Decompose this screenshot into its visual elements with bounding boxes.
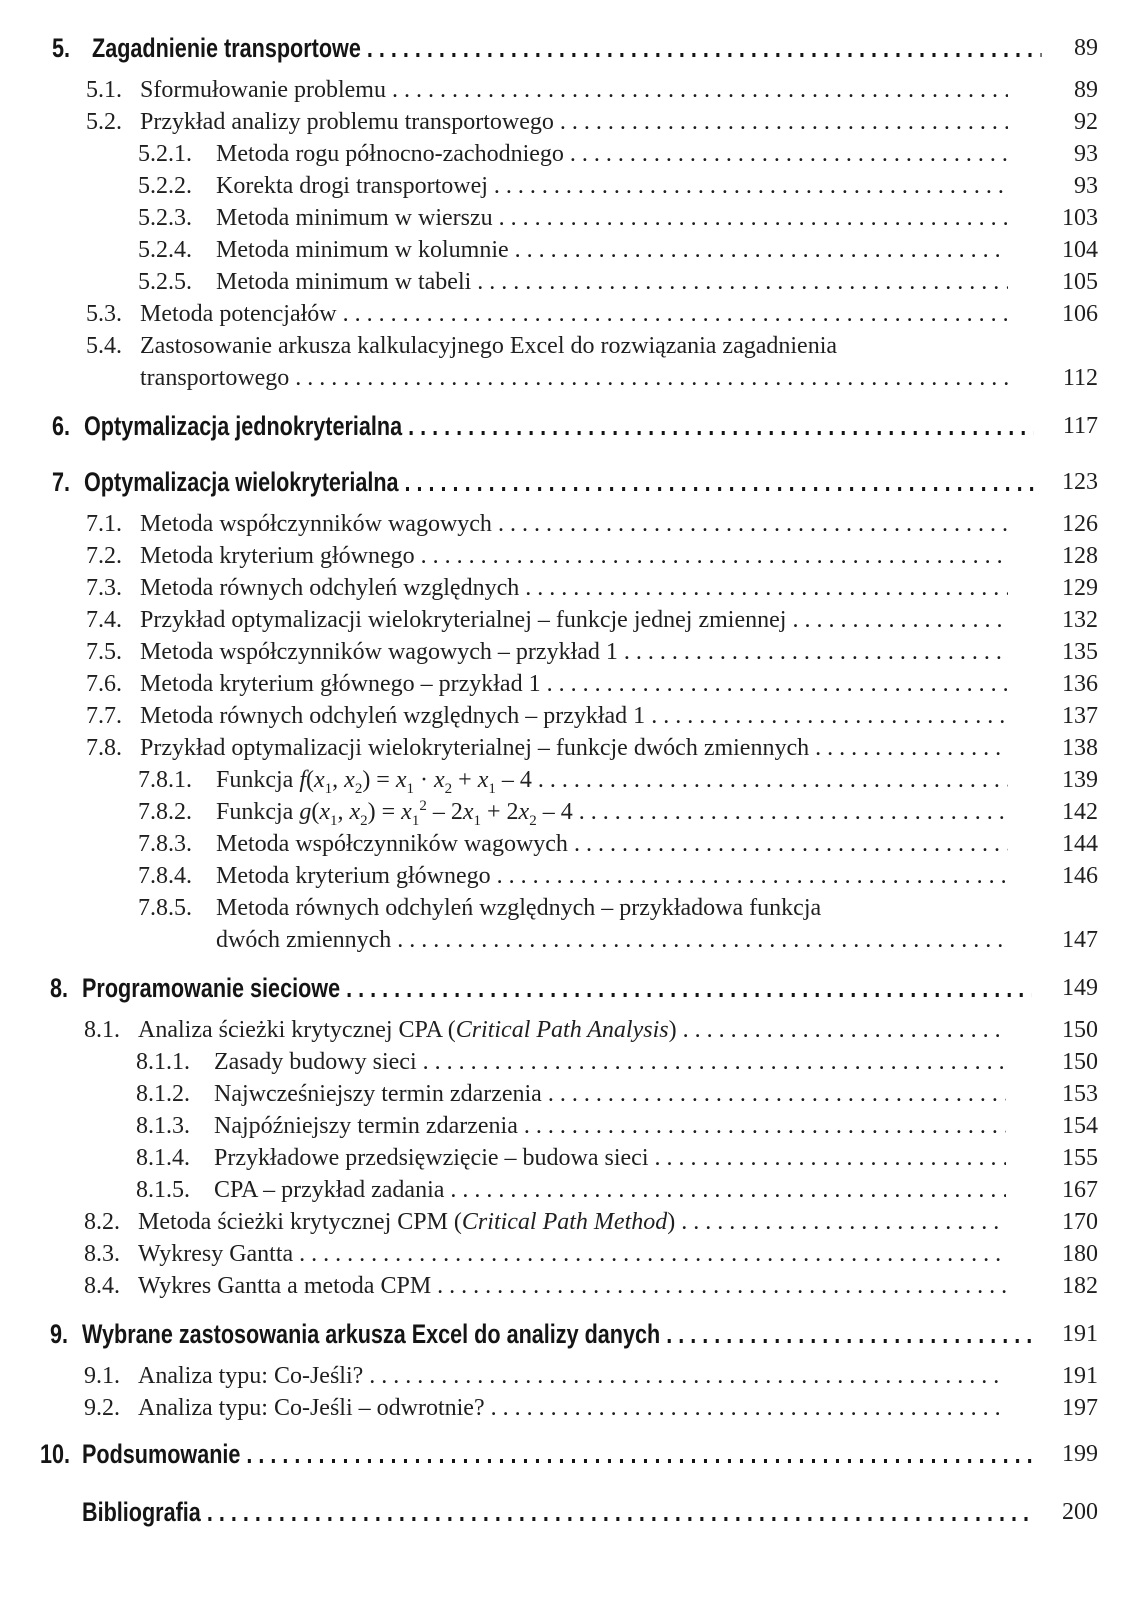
toc-title: Zasady budowy sieci . . . (214, 1044, 1006, 1080)
toc-title: Korekta drogi transportowej . . . (216, 168, 1008, 204)
toc-title: CPA – przykład zadania . . . (214, 1172, 1006, 1208)
toc-page: 117 (1062, 413, 1098, 439)
toc-number: 7.6. (86, 671, 122, 697)
toc-entry-7-2 (0, 538, 1134, 574)
toc-entry-5-2-5 (0, 264, 1134, 300)
toc-entry-5-4-line2 (0, 360, 1134, 396)
toc-page: 105 (1062, 269, 1098, 295)
toc-chapter-10 (0, 1436, 1134, 1472)
toc-number: 5.3. (86, 301, 122, 327)
toc-number: 8.1.2. (136, 1081, 190, 1107)
toc-number: 5.2.5. (138, 269, 192, 295)
toc-bibliography (0, 1494, 1134, 1530)
toc-page: 149 (1062, 975, 1098, 1001)
toc-page: 123 (1062, 469, 1098, 495)
toc-page: 89 (1074, 77, 1098, 103)
toc-number: 7.8.4. (138, 863, 192, 889)
toc-entry-7-8-5-line2 (0, 922, 1134, 958)
toc-page: 129 (1062, 575, 1098, 601)
toc-number: 8.1.3. (136, 1113, 190, 1139)
toc-page: 155 (1062, 1145, 1098, 1171)
toc-title: Najpóźniejszy termin zdarzenia . . . (214, 1108, 1006, 1144)
toc-title: Metoda potencjałów . . . (140, 296, 1008, 332)
toc-page: 170 (1062, 1209, 1098, 1235)
toc-title: Zagadnienie transportowe . . . (92, 30, 1042, 66)
toc-page: 103 (1062, 205, 1098, 231)
toc-page: 180 (1062, 1241, 1098, 1267)
toc-entry-5-2 (0, 104, 1134, 140)
toc-page: 200 (1062, 1499, 1098, 1525)
toc-title: Wykres Gantta a metoda CPM . . . (138, 1268, 1006, 1304)
toc-number: 9.2. (84, 1395, 120, 1421)
toc-entry-8-1-3 (0, 1108, 1134, 1144)
toc-title: Wybrane zastosowania arkusza Excel do analizy danych . . . (82, 1316, 1032, 1352)
toc-chapter-5 (0, 30, 1134, 66)
toc-page: 142 (1062, 799, 1098, 825)
toc-title-text: Metoda ścieżki krytycznej CPM ( (138, 1209, 462, 1235)
toc-title: Analiza typu: Co-Jeśli? . . . (138, 1358, 1006, 1394)
toc-title: Funkcja $g(x_1$, $x_2) = x_1^2 - 2x_1 + 2x_2 - 4$ . . . (216, 794, 1008, 830)
formula-f: f (299, 767, 306, 793)
toc-title: Metoda kryterium głównego . . . (216, 858, 1008, 894)
toc-entry-9-2 (0, 1390, 1134, 1426)
toc-entry-5-2-2 (0, 168, 1134, 204)
toc-title: dwóch zmiennych . . . (216, 922, 1008, 958)
toc-title: Optymalizacja wielokryterialna . . . (84, 464, 1034, 500)
toc-page: 167 (1062, 1177, 1098, 1203)
toc-entry-5-2-1 (0, 136, 1134, 172)
toc-chapter-7 (0, 464, 1134, 500)
toc-entry-7-5 (0, 634, 1134, 670)
formula-g: g (299, 799, 312, 825)
toc-page: 182 (1062, 1273, 1098, 1299)
toc-title: Programowanie sieciowe . . . (82, 970, 1032, 1006)
toc-title: Metoda równych odchyleń względnych – przykład 1 . . . (140, 698, 1008, 734)
toc-entry-8-1-4 (0, 1140, 1134, 1176)
toc-entry-7-1 (0, 506, 1134, 542)
toc-entry-8-4 (0, 1268, 1134, 1304)
toc-number: 7.8.1. (138, 767, 192, 793)
toc-entry-5-2-4 (0, 232, 1134, 268)
toc-title: Podsumowanie . . . (82, 1436, 1032, 1472)
toc-title: Przykład optymalizacji wielokryterialnej – funkcje dwóch zmiennych . . . (140, 730, 1008, 766)
toc-number: 8.4. (84, 1273, 120, 1299)
toc-number: 7.8.5. (138, 895, 192, 921)
toc-page: 92 (1074, 109, 1098, 135)
toc-number: 7.7. (86, 703, 122, 729)
toc-chapter-6 (0, 408, 1134, 444)
toc-entry-7-8 (0, 730, 1134, 766)
toc-entry-5-4-line1 (0, 328, 1134, 364)
toc-entry-7-3 (0, 570, 1134, 606)
toc-number: 7.8. (86, 735, 122, 761)
toc-entry-5-1 (0, 72, 1134, 108)
toc-page: 93 (1074, 141, 1098, 167)
toc-number: 8.1.4. (136, 1145, 190, 1171)
toc-number: 5.2.1. (138, 141, 192, 167)
toc-title (138, 1204, 1006, 1240)
toc-title: Najwcześniejszy termin zdarzenia . . . (214, 1076, 1006, 1112)
toc-title: Metoda równych odchyleń względnych . . . (140, 570, 1008, 606)
toc-number: 6. (52, 411, 71, 441)
toc-title-end: ) (668, 1017, 677, 1043)
toc-number: 5.4. (86, 333, 122, 359)
toc-title-english: Critical Path Method (461, 1209, 668, 1235)
toc-number: 7.3. (86, 575, 122, 601)
toc-entry-8-1-5 (0, 1172, 1134, 1208)
toc-title: Bibliografia . . . (82, 1494, 1032, 1530)
toc-number: 8.1.1. (136, 1049, 190, 1075)
toc-entry-7-7 (0, 698, 1134, 734)
toc-title: Wykresy Gantta . . . (138, 1236, 1006, 1272)
toc-page: 139 (1062, 767, 1098, 793)
toc-page: 106 (1062, 301, 1098, 327)
toc-title-end: ) (667, 1209, 676, 1235)
toc-number: 5.2.3. (138, 205, 192, 231)
toc-number: 8.2. (84, 1209, 120, 1235)
toc-entry-5-2-3 (0, 200, 1134, 236)
toc-number: 5.2.2. (138, 173, 192, 199)
toc-page: 153 (1062, 1081, 1098, 1107)
toc-title: Metoda rogu północno-zachodniego . . . (216, 136, 1008, 172)
toc-title: Sformułowanie problemu . . . (140, 72, 1008, 108)
toc-number: 5.2.4. (138, 237, 192, 263)
toc-title: Analiza typu: Co-Jeśli – odwrotnie? . . . (138, 1390, 1006, 1426)
toc-page: 191 (1062, 1321, 1098, 1347)
toc-title: transportowego . . . (140, 360, 1008, 396)
toc-title: Metoda minimum w wierszu . . . (216, 200, 1008, 236)
toc-number: 9. (50, 1319, 69, 1349)
toc-title: Metoda współczynników wagowych . . . (216, 826, 1008, 862)
toc-chapter-9 (0, 1316, 1134, 1352)
toc-entry-7-8-5-line1 (0, 890, 1134, 926)
toc-page: 93 (1074, 173, 1098, 199)
toc-page: 137 (1062, 703, 1098, 729)
toc-page: 147 (1062, 927, 1098, 953)
toc-title: Metoda kryterium głównego . . . (140, 538, 1008, 574)
toc-number: 8.1. (84, 1017, 120, 1043)
toc-title: Metoda minimum w tabeli . . . (216, 264, 1008, 300)
toc-number: 8.1.5. (136, 1177, 190, 1203)
toc-entry-8-2 (0, 1204, 1134, 1240)
toc-page: 154 (1062, 1113, 1098, 1139)
toc-entry-8-1 (0, 1012, 1134, 1048)
toc-number: 7. (52, 467, 71, 497)
toc-number: 7.1. (86, 511, 122, 537)
toc-page: 199 (1062, 1441, 1098, 1467)
toc-number: 5.2. (86, 109, 122, 135)
toc-page: 150 (1062, 1017, 1098, 1043)
toc-number: 7.4. (86, 607, 122, 633)
toc-title: Metoda minimum w kolumnie . . . (216, 232, 1008, 268)
toc-number: 7.2. (86, 543, 122, 569)
toc-title: Metoda współczynników wagowych . . . (140, 506, 1008, 542)
toc-title: Metoda kryterium głównego – przykład 1 . . . (140, 666, 1008, 702)
toc-entry-7-8-2 (0, 794, 1134, 830)
toc-page: 89 (1074, 35, 1098, 61)
toc-entry-7-4 (0, 602, 1134, 638)
toc-number: 9.1. (84, 1363, 120, 1389)
toc-number: 8. (50, 973, 69, 1003)
toc-chapter-8 (0, 970, 1134, 1006)
toc-page: 191 (1062, 1363, 1098, 1389)
toc-page: 146 (1062, 863, 1098, 889)
toc-page: 135 (1062, 639, 1098, 665)
toc-title-english: Critical Path Analysis (455, 1017, 669, 1043)
toc-title (138, 1012, 1006, 1048)
toc-title: Przykład optymalizacji wielokryterialnej – funkcje jednej zmiennej . . . (140, 602, 1008, 638)
toc-title: Metoda współczynników wagowych – przykład 1 . . . (140, 634, 1008, 670)
toc-title-prefix: Funkcja (216, 767, 294, 793)
toc-page: 128 (1062, 543, 1098, 569)
toc-number: 8.3. (84, 1241, 120, 1267)
toc-title: Przykładowe przedsięwzięcie – budowa sieci . . . (214, 1140, 1006, 1176)
toc-entry-7-6 (0, 666, 1134, 702)
toc-entry-8-1-1 (0, 1044, 1134, 1080)
toc-title-text: Analiza ścieżki krytycznej CPA ( (138, 1017, 456, 1043)
toc-entry-7-8-1 (0, 762, 1134, 798)
toc-title-prefix: Funkcja (216, 799, 294, 825)
toc-number: 7.5. (86, 639, 122, 665)
toc-page: 150 (1062, 1049, 1098, 1075)
toc-number: 5. (52, 33, 71, 63)
toc-entry-7-8-3 (0, 826, 1134, 862)
toc-page: 126 (1062, 511, 1098, 537)
toc-number: 7.8.3. (138, 831, 192, 857)
toc-page: 132 (1062, 607, 1098, 633)
toc-entry-7-8-4 (0, 858, 1134, 894)
toc-title: Zastosowanie arkusza kalkulacyjnego Excel do rozwiązania zagadnienia (140, 333, 838, 359)
toc-page: 112 (1062, 365, 1098, 391)
toc-number: 7.8.2. (138, 799, 192, 825)
toc-number: 10. (40, 1439, 71, 1469)
toc-page: 104 (1062, 237, 1098, 263)
toc-title: Metoda równych odchyleń względnych – przykładowa funkcja (216, 895, 822, 921)
toc-title: Przykład analizy problemu transportowego . . . (140, 104, 1008, 140)
toc-page: 138 (1062, 735, 1098, 761)
toc-entry-8-3 (0, 1236, 1134, 1272)
toc-entry-8-1-2 (0, 1076, 1134, 1112)
toc-page: 197 (1062, 1395, 1098, 1421)
toc-entry-5-3 (0, 296, 1134, 332)
toc-title: Optymalizacja jednokryterialna . . . (84, 408, 1034, 444)
toc-page: 144 (1062, 831, 1098, 857)
toc-number: 5.1. (86, 77, 122, 103)
toc-page: 136 (1062, 671, 1098, 697)
toc-title: Funkcja $f(x_1$, $x_2) = x_1 \cdot x_2 + x_1 - 4$ . . . (216, 762, 1008, 798)
toc-entry-9-1 (0, 1358, 1134, 1394)
